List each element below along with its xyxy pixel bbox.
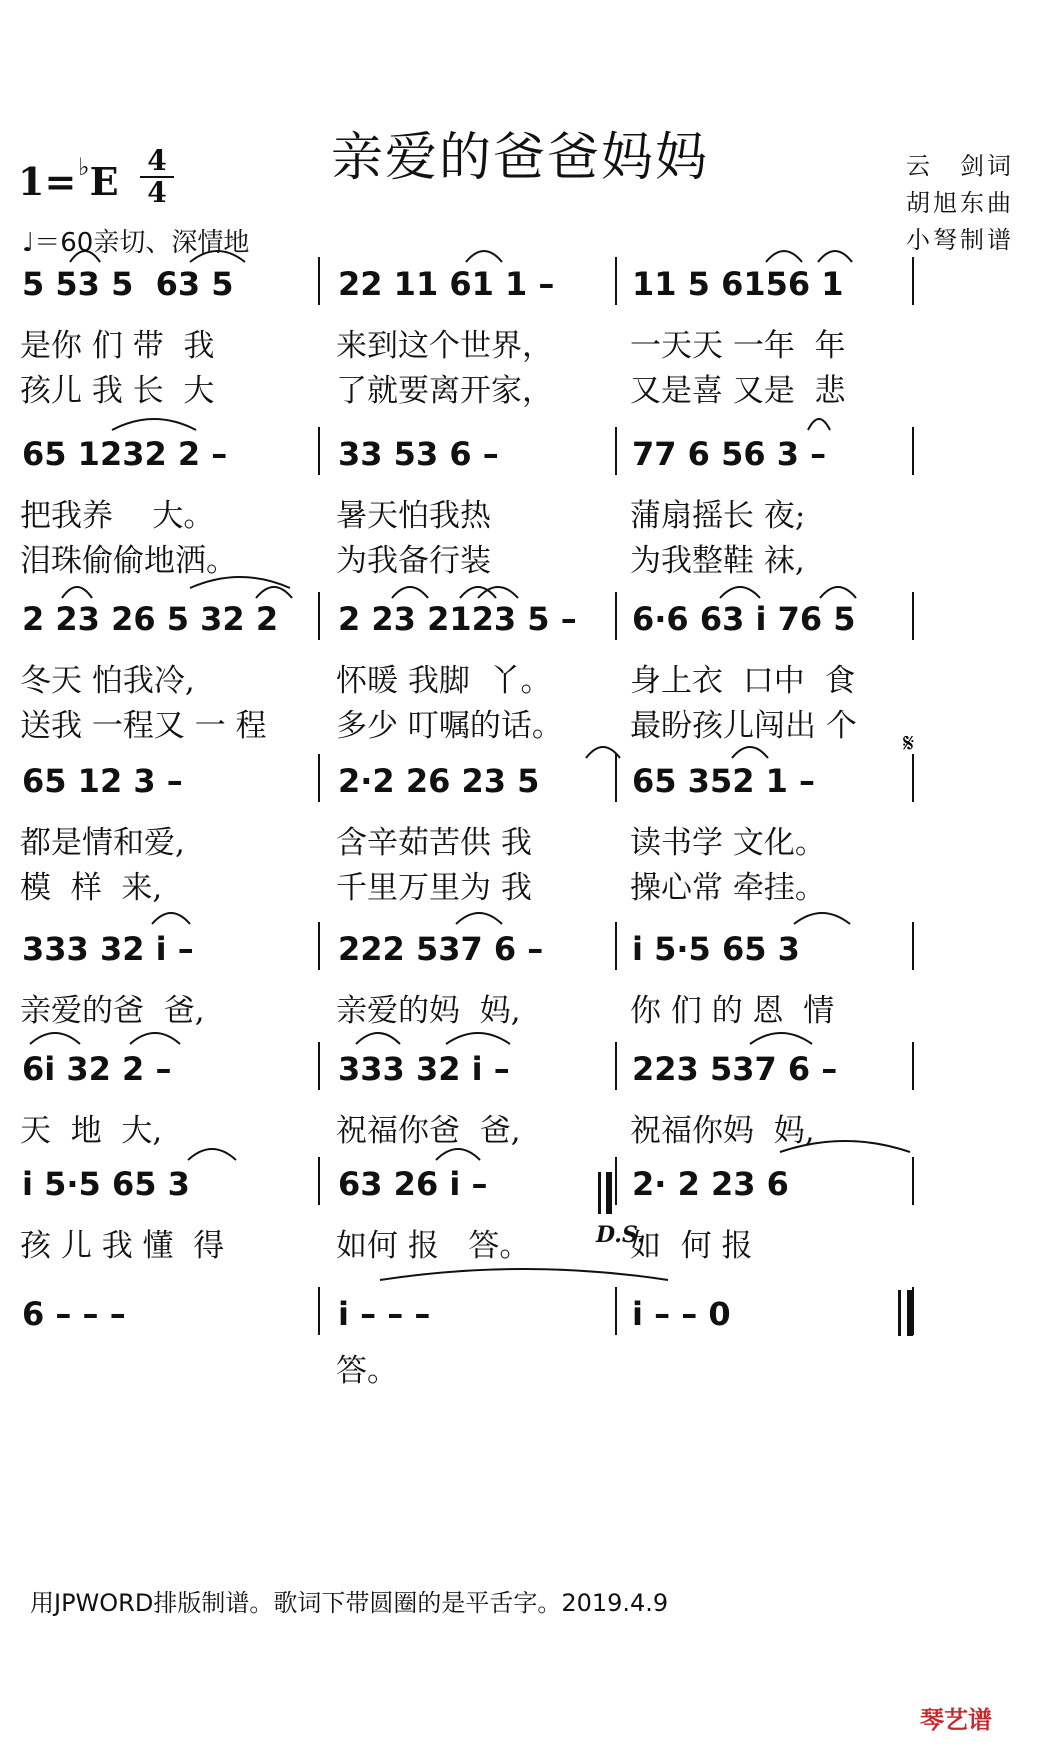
lyric-line-1: 孩 儿 我 懂 得: [20, 1228, 225, 1264]
measure-notes: 333 32 i –: [338, 1050, 510, 1088]
slur: [356, 1033, 400, 1044]
lyric-line-1: 是你 们 带 我: [20, 328, 215, 364]
lyric-line-1: 怀暖 我脚 丫。: [336, 663, 552, 699]
lyric-line-1: 冬天 怕我冷,: [20, 663, 195, 699]
slur: [188, 1149, 236, 1160]
slur: [380, 1269, 668, 1280]
song-title: 亲爱的爸爸妈妈: [330, 128, 709, 188]
lyric-line-1: 把我养 大。: [20, 498, 215, 534]
slur: [780, 1141, 910, 1152]
lyric-line-1: 祝福你妈 妈,: [630, 1113, 815, 1149]
measure-notes: 65 352 1 –: [632, 762, 816, 800]
slur: [256, 587, 292, 598]
lyric-line-1: 暑天怕我热: [336, 498, 491, 534]
slur: [190, 251, 245, 262]
measure-notes: 2· 2 23 6: [632, 1165, 789, 1203]
key-label: 1=: [18, 159, 77, 204]
slur: [62, 587, 92, 598]
slur: [720, 587, 760, 598]
lyric-line-2: 为我整鞋 袜,: [630, 543, 805, 579]
lyric-line-1: 亲爱的爸 爸,: [20, 993, 205, 1029]
site-logo: 琴艺谱: [920, 1706, 992, 1734]
slur: [392, 587, 428, 598]
lyric-line-2: 模 样 来,: [20, 870, 163, 906]
measure-notes: i – – 0: [632, 1295, 731, 1333]
lyric-line-1: 亲爱的妈 妈,: [336, 993, 521, 1029]
measure-notes: 6i 32 2 –: [22, 1050, 172, 1088]
measure-notes: 65 1232 2 –: [22, 435, 228, 473]
slur: [732, 747, 768, 758]
slur: [808, 419, 830, 430]
lyric-line-1: 含辛茹苦供 我: [336, 825, 532, 861]
meter-bottom: 4: [147, 176, 167, 209]
lyric-line-1: 祝福你爸 爸,: [336, 1113, 521, 1149]
lyric-line-2: 泪珠偷偷地洒。: [20, 543, 237, 579]
lyric-line-1: 你 们 的 恩 情: [630, 993, 835, 1029]
measure-notes: i 5·5 65 3: [22, 1165, 190, 1203]
lyric-line-1: 身上衣 口中 食: [630, 663, 856, 699]
slur: [30, 1033, 80, 1044]
slur: [130, 1033, 180, 1044]
final-barline: [898, 1290, 901, 1336]
measure-notes: 77 6 56 3 –: [632, 435, 827, 473]
quarter-note-icon: ♩: [22, 228, 35, 258]
repeat-barline: [606, 1172, 612, 1214]
lyric-line-2: 孩儿 我 长 大: [20, 373, 215, 409]
composer: 胡旭东曲: [906, 189, 1014, 217]
lyric-line-2: 了就要离开家，: [336, 373, 553, 409]
lyric-line-1: 都是情和爱,: [20, 825, 185, 861]
lyric-line-1: 来到这个世界，: [336, 328, 553, 364]
final-barline: [907, 1290, 913, 1336]
slur: [586, 747, 620, 758]
footer-note: 用JPWORD排版制谱。歌词下带圆圈的是平舌字。2019.4.9: [30, 1589, 669, 1617]
slur: [112, 419, 196, 430]
measure-notes: 222 537 6 –: [338, 930, 544, 968]
measure-notes: i – – –: [338, 1295, 431, 1333]
meter-top: 4: [147, 144, 167, 177]
measure-notes: 22 11 61 1 –: [338, 265, 555, 303]
measure-notes: i 5·5 65 3: [632, 930, 800, 968]
dal-segno-label: D.S.: [596, 1222, 645, 1248]
measure-notes: 5 53 5 63 5: [22, 265, 234, 303]
slur: [750, 1033, 812, 1044]
lyric-line-1: 天 地 大,: [20, 1113, 163, 1149]
key-note: E: [89, 159, 119, 204]
segno-icon: 𝄋: [903, 729, 915, 759]
lyric-line-2: 为我备行装: [336, 543, 491, 579]
measure-notes: 2 23 2123 5 –: [338, 600, 577, 638]
lyric-line-1: 答。: [336, 1353, 398, 1389]
lyric-line-1: 一天天 一年 年: [630, 328, 846, 364]
slur: [820, 587, 856, 598]
measure-notes: 6 – – –: [22, 1295, 126, 1333]
lyric-line-2: 多少 叮嘱的话。: [336, 708, 563, 744]
slur: [794, 913, 850, 924]
slur: [446, 1033, 510, 1044]
measure-notes: 2 23 26 5 32 2: [22, 600, 279, 638]
measure-notes: 6·6 63 i 76 5: [632, 600, 856, 638]
lyric-line-2: 又是喜 又是 悲: [630, 373, 846, 409]
tempo-text: ＝60亲切、深情地: [34, 228, 250, 258]
measure-notes: 223 537 6 –: [632, 1050, 838, 1088]
lyric-line-1: 如何 报 答。: [336, 1228, 531, 1264]
lyric-line-2: 送我 一程又 一 程: [20, 708, 267, 744]
slur: [456, 913, 502, 924]
measure-notes: 65 12 3 –: [22, 762, 183, 800]
repeat-barline: [598, 1172, 601, 1214]
lyric-line-1: 如 何 报: [630, 1228, 753, 1264]
lyric-line-2: 最盼孩儿闯出 个: [630, 708, 857, 744]
slur: [766, 251, 802, 262]
measure-notes: 63 26 i –: [338, 1165, 488, 1203]
measure-notes: 11 5 6156 1: [632, 265, 844, 303]
slur: [466, 251, 502, 262]
lyric-line-2: 千里万里为 我: [336, 870, 532, 906]
measure-notes: 2·2 26 23 5: [338, 762, 540, 800]
measure-notes: 33 53 6 –: [338, 435, 499, 473]
arranger: 小弩制谱: [906, 226, 1014, 254]
slur: [70, 251, 100, 262]
lyric-line-1: 读书学 文化。: [630, 825, 826, 861]
slur: [818, 251, 852, 262]
slur: [152, 913, 190, 924]
lyric-line-1: 蒲扇摇长 夜;: [630, 498, 806, 534]
lyricist: 云 剑词: [906, 152, 1014, 180]
measure-notes: 333 32 i –: [22, 930, 194, 968]
lyric-line-2: 操心常 牵挂。: [630, 870, 826, 906]
flat-sign: ♭: [78, 152, 90, 181]
slur: [436, 1149, 480, 1160]
